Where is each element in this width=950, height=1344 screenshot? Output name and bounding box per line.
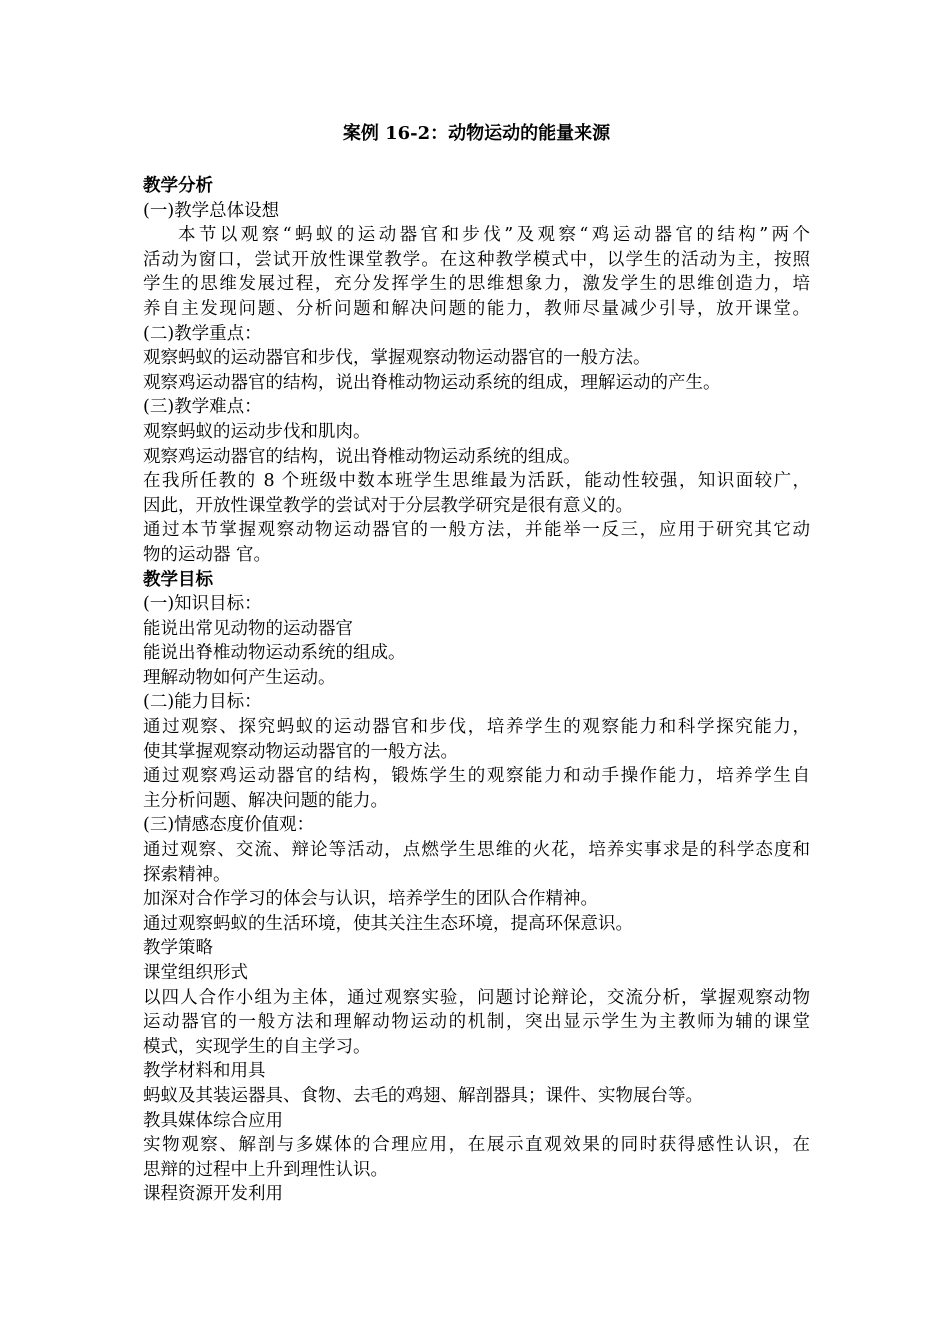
text-line: 观察鸡运动器官的结构，说出脊椎动物运动系统的组成，理解运动的产生。 — [143, 372, 721, 393]
text-line: 模式，实现学生的自主学习。 — [143, 1036, 371, 1057]
text-line: (三)情感态度价值观： — [143, 815, 315, 836]
text-line: 理解动物如何产生运动。 — [143, 667, 336, 688]
text-line: 观察蚂蚁的运动器官和步伐，掌握观察动物运动器官的一般方法。 — [143, 348, 651, 369]
paragraph-line: 在我所任教的 8 个班级中数本班学生思维最为活跃，能动性较强，知识面较广， — [143, 471, 810, 492]
text-line: 课堂组织形式 — [143, 963, 248, 983]
title-spacer — [143, 146, 810, 174]
text-line: 物的运动器 官。 — [143, 544, 272, 565]
section-heading: 教学目标 — [143, 569, 213, 590]
text-line: 加深对合作学习的体会与认识，培养学生的团队合作精神。 — [143, 889, 598, 910]
text-line: (三)教学难点： — [143, 397, 262, 418]
text-line: 思辩的过程中上升到理性认识。 — [143, 1159, 388, 1180]
text-line: 蚂蚁及其装运器具、食物、去毛的鸡翅、解剖器具；课件、实物展台等。 — [143, 1085, 703, 1106]
document-title: 案例 16-2：动物运动的能量来源 — [342, 123, 611, 144]
paragraph-line: 以四人合作小组为主体，通过观察实验，问题讨论辩论，交流分析，掌握观察动物 — [143, 987, 810, 1008]
document-body — [143, 174, 810, 1207]
paragraph-line: 通过观察、交流、辩论等活动，点燃学生思维的火花，培养实事求是的科学态度和 — [143, 840, 810, 861]
text-line: (一)知识目标： — [143, 594, 262, 615]
text-line: 探索精神。 — [143, 864, 231, 885]
paragraph-line: 学生的思维发展过程，充分发挥学生的思维想象力，激发学生的思维创造力，培 — [143, 274, 810, 295]
paragraph-line: 本节以观察“蚂蚁的运动器官和步伐”及观察“鸡运动器官的结构”两个 — [178, 225, 810, 246]
text-line: 观察鸡运动器官的结构，说出脊椎动物运动系统的组成。 — [143, 446, 581, 467]
paragraph-line: 养自主发现问题、分析问题和解决问题的能力，教师尽量减少引导，放开课堂。 — [143, 298, 810, 319]
section-heading: 教学分析 — [143, 176, 213, 196]
paragraph-line: 实物观察、解剖与多媒体的合理应用，在展示直观效果的同时获得感性认识，在 — [143, 1135, 810, 1156]
document-page — [143, 122, 810, 1207]
text-line: 主分析问题、解决问题的能力。 — [143, 790, 388, 811]
paragraph-line: 运动器官的一般方法和理解动物运动的机制，突出显示学生为主教师为辅的课堂 — [143, 1012, 810, 1033]
text-line: (二)教学重点： — [143, 323, 262, 344]
text-line: 能说出常见动物的运动器官 — [143, 618, 353, 639]
text-line: 教具媒体综合应用 — [143, 1110, 283, 1131]
paragraph-line: 通过观察、探究蚂蚁的运动器官和步伐，培养学生的观察能力和科学探究能力， — [143, 717, 810, 738]
text-line: (二)能力目标： — [143, 692, 262, 713]
text-line: 使其掌握观察动物运动器官的一般方法。 — [143, 741, 458, 762]
text-line: 课程资源开发利用 — [143, 1184, 283, 1205]
paragraph-line: 通过本节掌握观察动物运动器官的一般方法，并能举一反三，应用于研究其它动 — [143, 520, 810, 541]
paragraph-line: 通过观察鸡运动器官的结构，锻炼学生的观察能力和动手操作能力，培养学生自 — [143, 766, 810, 787]
text-line: 能说出脊椎动物运动系统的组成。 — [143, 643, 406, 664]
text-line: 教学材料和用具 — [143, 1061, 266, 1082]
paragraph-line: 活动为窗口，尝试开放性课堂教学。在这种教学模式中，以学生的活动为主，按照 — [143, 249, 810, 270]
text-line: 教学策略 — [143, 938, 213, 959]
text-line: 观察蚂蚁的运动步伐和肌肉。 — [143, 421, 371, 442]
text-line: 通过观察蚂蚁的生活环境，使其关注生态环境，提高环保意识。 — [143, 913, 633, 934]
text-line: (一)教学总体设想 — [143, 200, 280, 221]
text-line: 因此，开放性课堂教学的尝试对于分层教学研究是很有意义的。 — [143, 495, 633, 516]
